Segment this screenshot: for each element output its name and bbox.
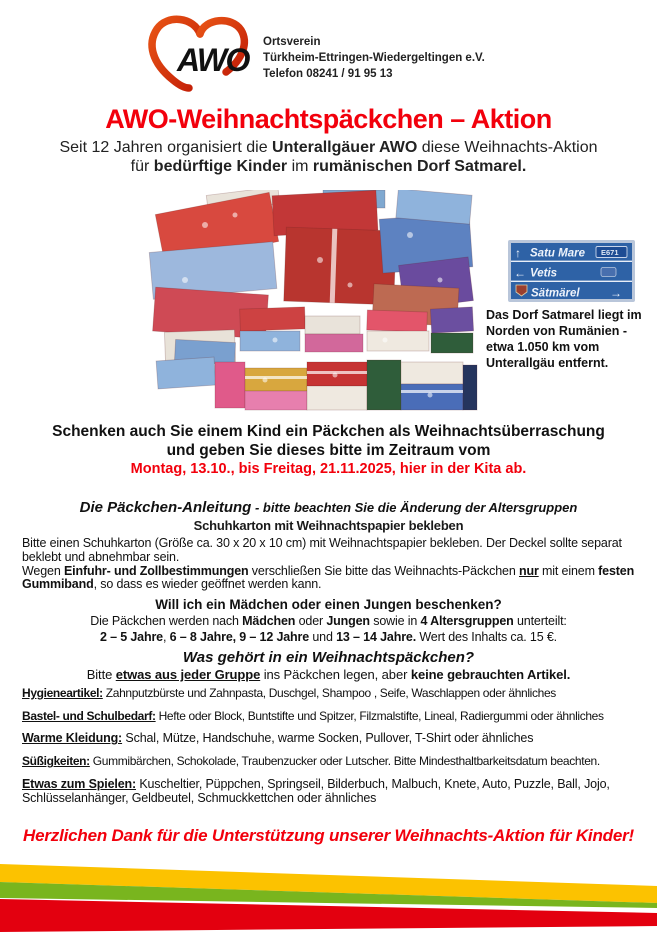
caption-line: Unterallgäu entfernt. (486, 356, 609, 370)
category-spielen: Etwas zum Spielen: Kuscheltier, Püppchen, Springseil, Bilderbuch, Malbuch, Knete, Auto, Puzzle, Ball, Jojo, Schlüsselanhänger, Geldbeutel, Schmuckkettchen oder ähnliches (22, 776, 610, 805)
thanks-line: Herzlichen Dank für die Unterstützung unserer Weihnachts-Aktion für Kinder! (23, 826, 634, 845)
caption-line: Das Dorf Satmarel liegt im (486, 308, 642, 322)
footer-stripes (0, 855, 657, 932)
appeal-line: und geben Sie dieses bitte im Zeitraum vom (166, 441, 491, 459)
caption-line: etwa 1.050 km vom (486, 340, 600, 354)
section-anleitung (22, 499, 635, 592)
section-content (22, 649, 635, 806)
intro-line: Seit 12 Jahren organisiert die Unterallgäuer AWO diese Weihnachts-Aktion (59, 139, 598, 156)
sign-caption (486, 307, 646, 371)
content-heading: Was gehört in ein Weihnachtspäckchen? (182, 649, 475, 666)
page-title: AWO-Weihnachtspäckchen – Aktion (105, 104, 552, 134)
section-gender (22, 597, 635, 644)
content-lead: Bitte etwas aus jeder Gruppe ins Päckchen legen, aber keine gebrauchten Artikel. (86, 667, 571, 682)
anleitung-paragraph: Bitte einen Schuhkarton (Größe ca. 30 x 20 x 10 cm) mit Weihnachtspapier bekleben. Der Deckel sollte separat beklebt und abnehmbar sein. (22, 536, 622, 564)
anleitung-subheading: Schuhkarton mit Weihnachtspapier bekleben (193, 518, 464, 533)
category-schule: Bastel- und Schulbedarf: Hefte oder Block, Buntstifte und Spitzer, Filzmalstifte, Lineal, Radiergummi oder ähnliches (22, 708, 604, 723)
gender-agegroups: 2 – 5 Jahre, 6 – 8 Jahre, 9 – 12 Jahre und 13 – 14 Jahre. Wert des Inhalts ca. 15 €. (100, 630, 557, 644)
intro-text (0, 139, 657, 176)
category-kleidung: Warme Kleidung: Schal, Mütze, Handschuhe, warme Socken, Pullover, T-Shirt oder ähnliches (22, 731, 534, 746)
sign-destination: Sätmärel (531, 287, 580, 300)
org-line: Türkheim-Ettringen-Wiedergeltingen e.V. (263, 52, 485, 64)
small-badge (601, 268, 616, 277)
org-line: Ortsverein (263, 36, 321, 48)
org-line: Telefon 08241 / 91 95 13 (263, 68, 393, 80)
appeal-block (0, 423, 657, 478)
arrow-right-icon: → (610, 286, 622, 300)
category-hygiene: Hygieneartikel: Zahnputzbürste und Zahnpasta, Duschgel, Shampoo , Seife, Waschlappen oder ähnliches (22, 685, 556, 700)
arrow-left-icon: ← (514, 266, 526, 280)
anleitung-paragraph: Wegen Einfuhr- und Zollbestimmungen verschließen Sie bitte das Weihnachts-Päckchen nur mit einem festen Gummiband, so dass es wieder geöffnet werden kann. (22, 563, 635, 592)
gender-heading: Will ich ein Mädchen oder einen Jungen beschenken? (155, 597, 502, 612)
sign-destination: Satu Mare (530, 247, 585, 260)
logo-text: AWO (177, 42, 249, 78)
intro-line: für bedürftige Kinder im rumänischen Dorf Satmarel. (130, 157, 527, 175)
sign-destination: Vetis (530, 267, 558, 280)
anleitung-heading: Die Päckchen-Anleitung - bitte beachten Sie die Änderung der Altersgruppen (79, 499, 578, 516)
appeal-line: Schenken auch Sie einem Kind ein Päckchen als Weihnachtsüberraschung (52, 423, 605, 440)
deadline-text: Montag, 13.10., bis Freitag, 21.11.2025, hier in der Kita ab. (130, 461, 527, 477)
road-sign-image (508, 240, 635, 302)
arrow-up-icon: ↑ (515, 246, 521, 260)
gender-paragraph: Die Päckchen werden nach Mädchen oder Jungen sowie in 4 Altersgruppen unterteilt: (90, 614, 567, 628)
awo-heart-logo (142, 13, 260, 97)
caption-line: Norden von Rumänien - (486, 324, 627, 338)
presents-pile-photo (145, 190, 478, 411)
category-suessigkeiten: Süßigkeiten: Gummibärchen, Schokolade, Traubenzucker oder Lutscher. Bitte Mindesthaltbarkeitsdatum beachten. (22, 754, 600, 769)
org-address (263, 34, 485, 82)
route-badge-text: E671 (601, 248, 619, 257)
